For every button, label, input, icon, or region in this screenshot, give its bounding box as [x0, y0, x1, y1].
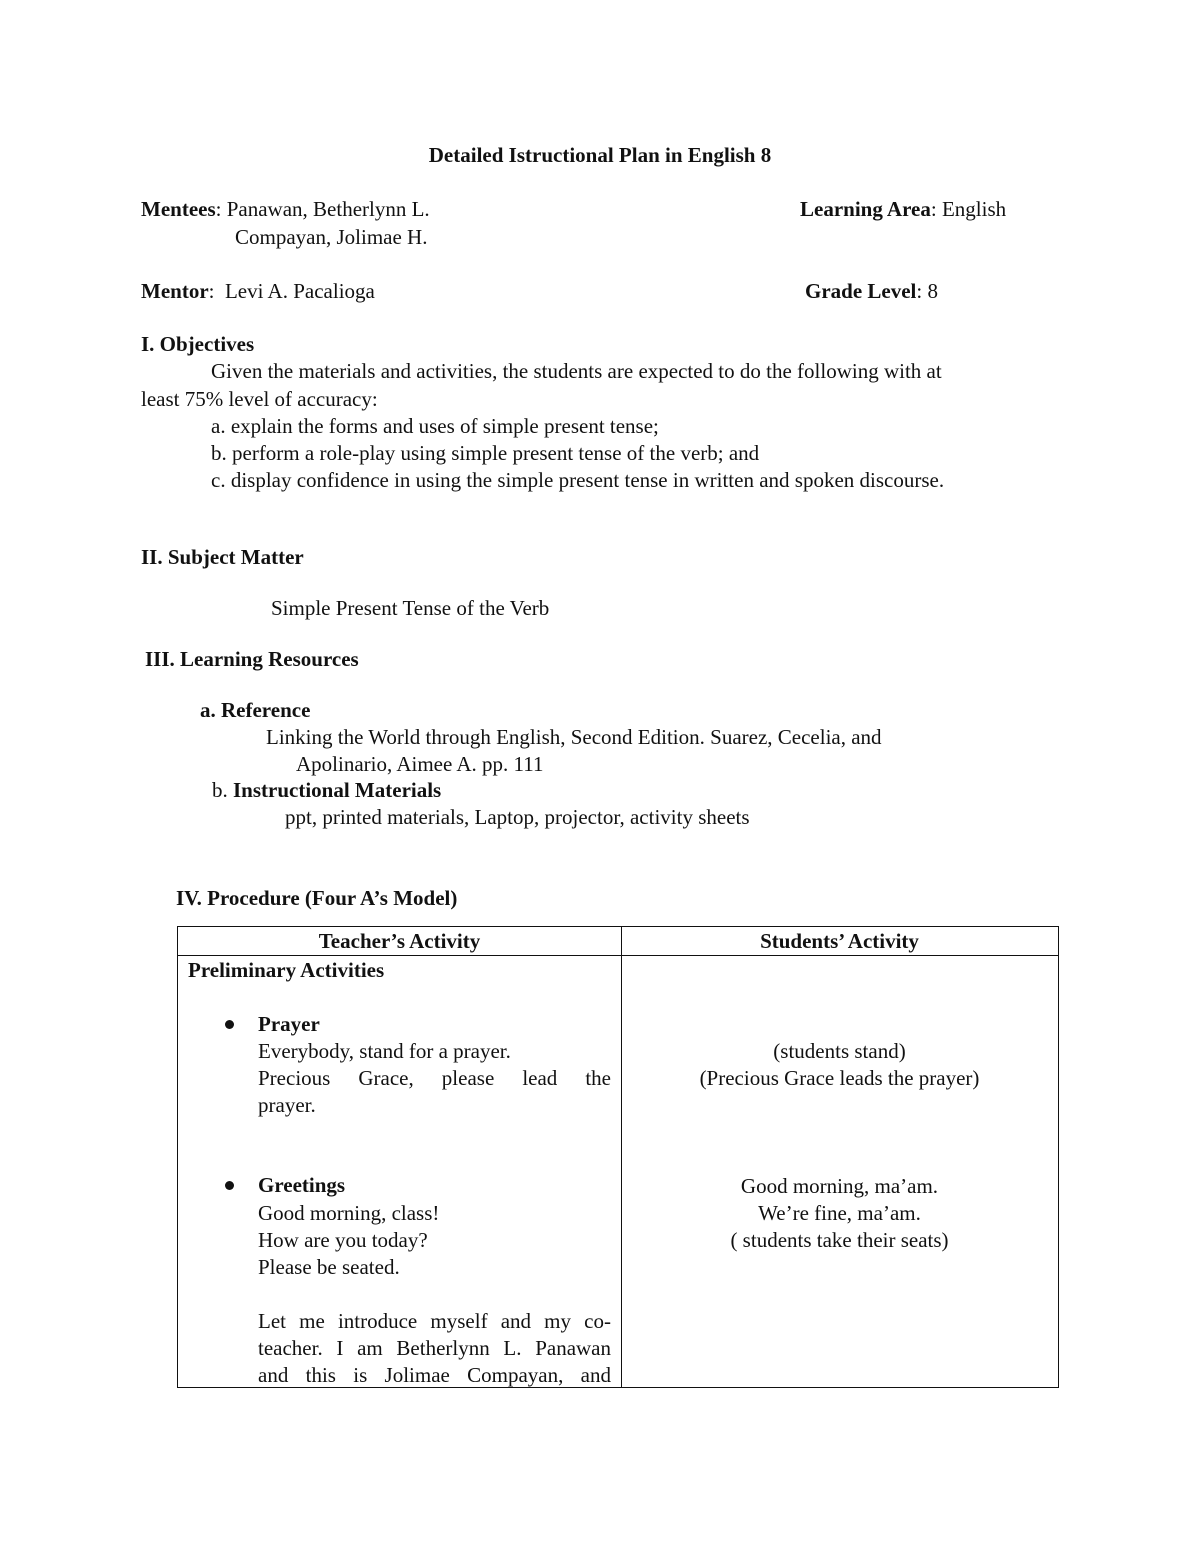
grade-level-label: Grade Level: [805, 279, 917, 303]
mentor-label: Mentor: [141, 279, 209, 303]
header-divider: [178, 955, 1058, 956]
column-divider: [621, 927, 622, 1387]
col-header-teacher: Teacher’s Activity: [318, 929, 481, 953]
reference-heading: a. Reference: [200, 698, 311, 722]
grade-level-value: 8: [927, 279, 938, 303]
prayer-student-line2: (Precious Grace leads the prayer): [699, 1066, 980, 1090]
mentees-row: Mentees: Panawan, Betherlynn L.: [141, 197, 430, 221]
mentor-value: Levi A. Pacalioga: [224, 279, 375, 303]
objectives-intro-line1: Given the materials and activities, the students are expected to do the following with at: [211, 359, 942, 383]
mentees-label: Mentees: [141, 197, 216, 221]
preliminary-activities-heading: Preliminary Activities: [188, 958, 385, 982]
reference-line2: Apolinario, Aimee A. pp. 111: [296, 752, 544, 776]
grade-level-row: Grade Level: 8: [805, 279, 938, 303]
col-header-students: Students’ Activity: [760, 929, 919, 953]
learning-area-value: English: [941, 197, 1007, 221]
objectives-intro-line2: least 75% level of accuracy:: [141, 387, 378, 411]
objectives-heading: I. Objectives: [141, 332, 255, 356]
prayer-teacher-line1: Everybody, stand for a prayer.: [258, 1039, 511, 1063]
learning-area-label: Learning Area: [800, 197, 931, 221]
objective-item-a: a. explain the forms and uses of simple present tense;: [211, 414, 659, 438]
prayer-teacher-line3: prayer.: [258, 1093, 316, 1117]
greetings-student-line1: Good morning, ma’am.: [740, 1174, 939, 1198]
greetings-student-line3: ( students take their seats): [730, 1228, 949, 1252]
greetings-teacher-line3: Please be seated.: [258, 1255, 400, 1279]
procedure-heading: IV. Procedure (Four A’s Model): [176, 886, 458, 910]
prayer-title: Prayer: [258, 1012, 320, 1036]
objective-item-c: c. display confidence in using the simple present tense in written and spoken discourse.: [211, 468, 945, 492]
document-title: Detailed Istructional Plan in English 8: [428, 143, 772, 167]
prayer-student-line1: (students stand): [773, 1039, 906, 1063]
greetings-teacher-line2: How are you today?: [258, 1228, 428, 1252]
procedure-table: [177, 926, 1059, 1388]
mentee-1: Panawan, Betherlynn L.: [226, 197, 430, 221]
mentor-row: Mentor: Levi A. Pacalioga: [141, 279, 375, 303]
greetings-teacher-line1: Good morning, class!: [258, 1201, 440, 1225]
subject-matter-heading: II. Subject Matter: [141, 545, 304, 569]
mentee-2: Compayan, Jolimae H.: [235, 225, 428, 249]
introduction-line3: and this is Jolimae Compayan, and: [258, 1363, 611, 1387]
introduction-line1: Let me introduce myself and my co-: [258, 1309, 611, 1333]
greetings-student-line2: We’re fine, ma’am.: [758, 1201, 921, 1225]
introduction-line2: teacher. I am Betherlynn L. Panawan: [258, 1336, 611, 1360]
learning-resources-heading: III. Learning Resources: [145, 647, 359, 671]
materials-row: [212, 777, 441, 804]
materials-list: ppt, printed materials, Laptop, projector, activity sheets: [285, 805, 750, 829]
greetings-title: Greetings: [258, 1173, 346, 1197]
subject-matter-topic: Simple Present Tense of the Verb: [271, 596, 550, 620]
prayer-teacher-line2: Precious Grace, please lead the: [258, 1066, 611, 1090]
materials-prefix: b.: [212, 778, 233, 802]
objective-item-b: b. perform a role-play using simple present tense of the verb; and: [211, 441, 760, 465]
materials-heading: Instructional Materials: [233, 778, 442, 802]
bullet-icon: [225, 1181, 234, 1190]
reference-line1: Linking the World through English, Second Edition. Suarez, Cecelia, and: [266, 725, 882, 749]
bullet-icon: [225, 1020, 234, 1029]
learning-area-row: Learning Area: English: [800, 197, 1007, 221]
